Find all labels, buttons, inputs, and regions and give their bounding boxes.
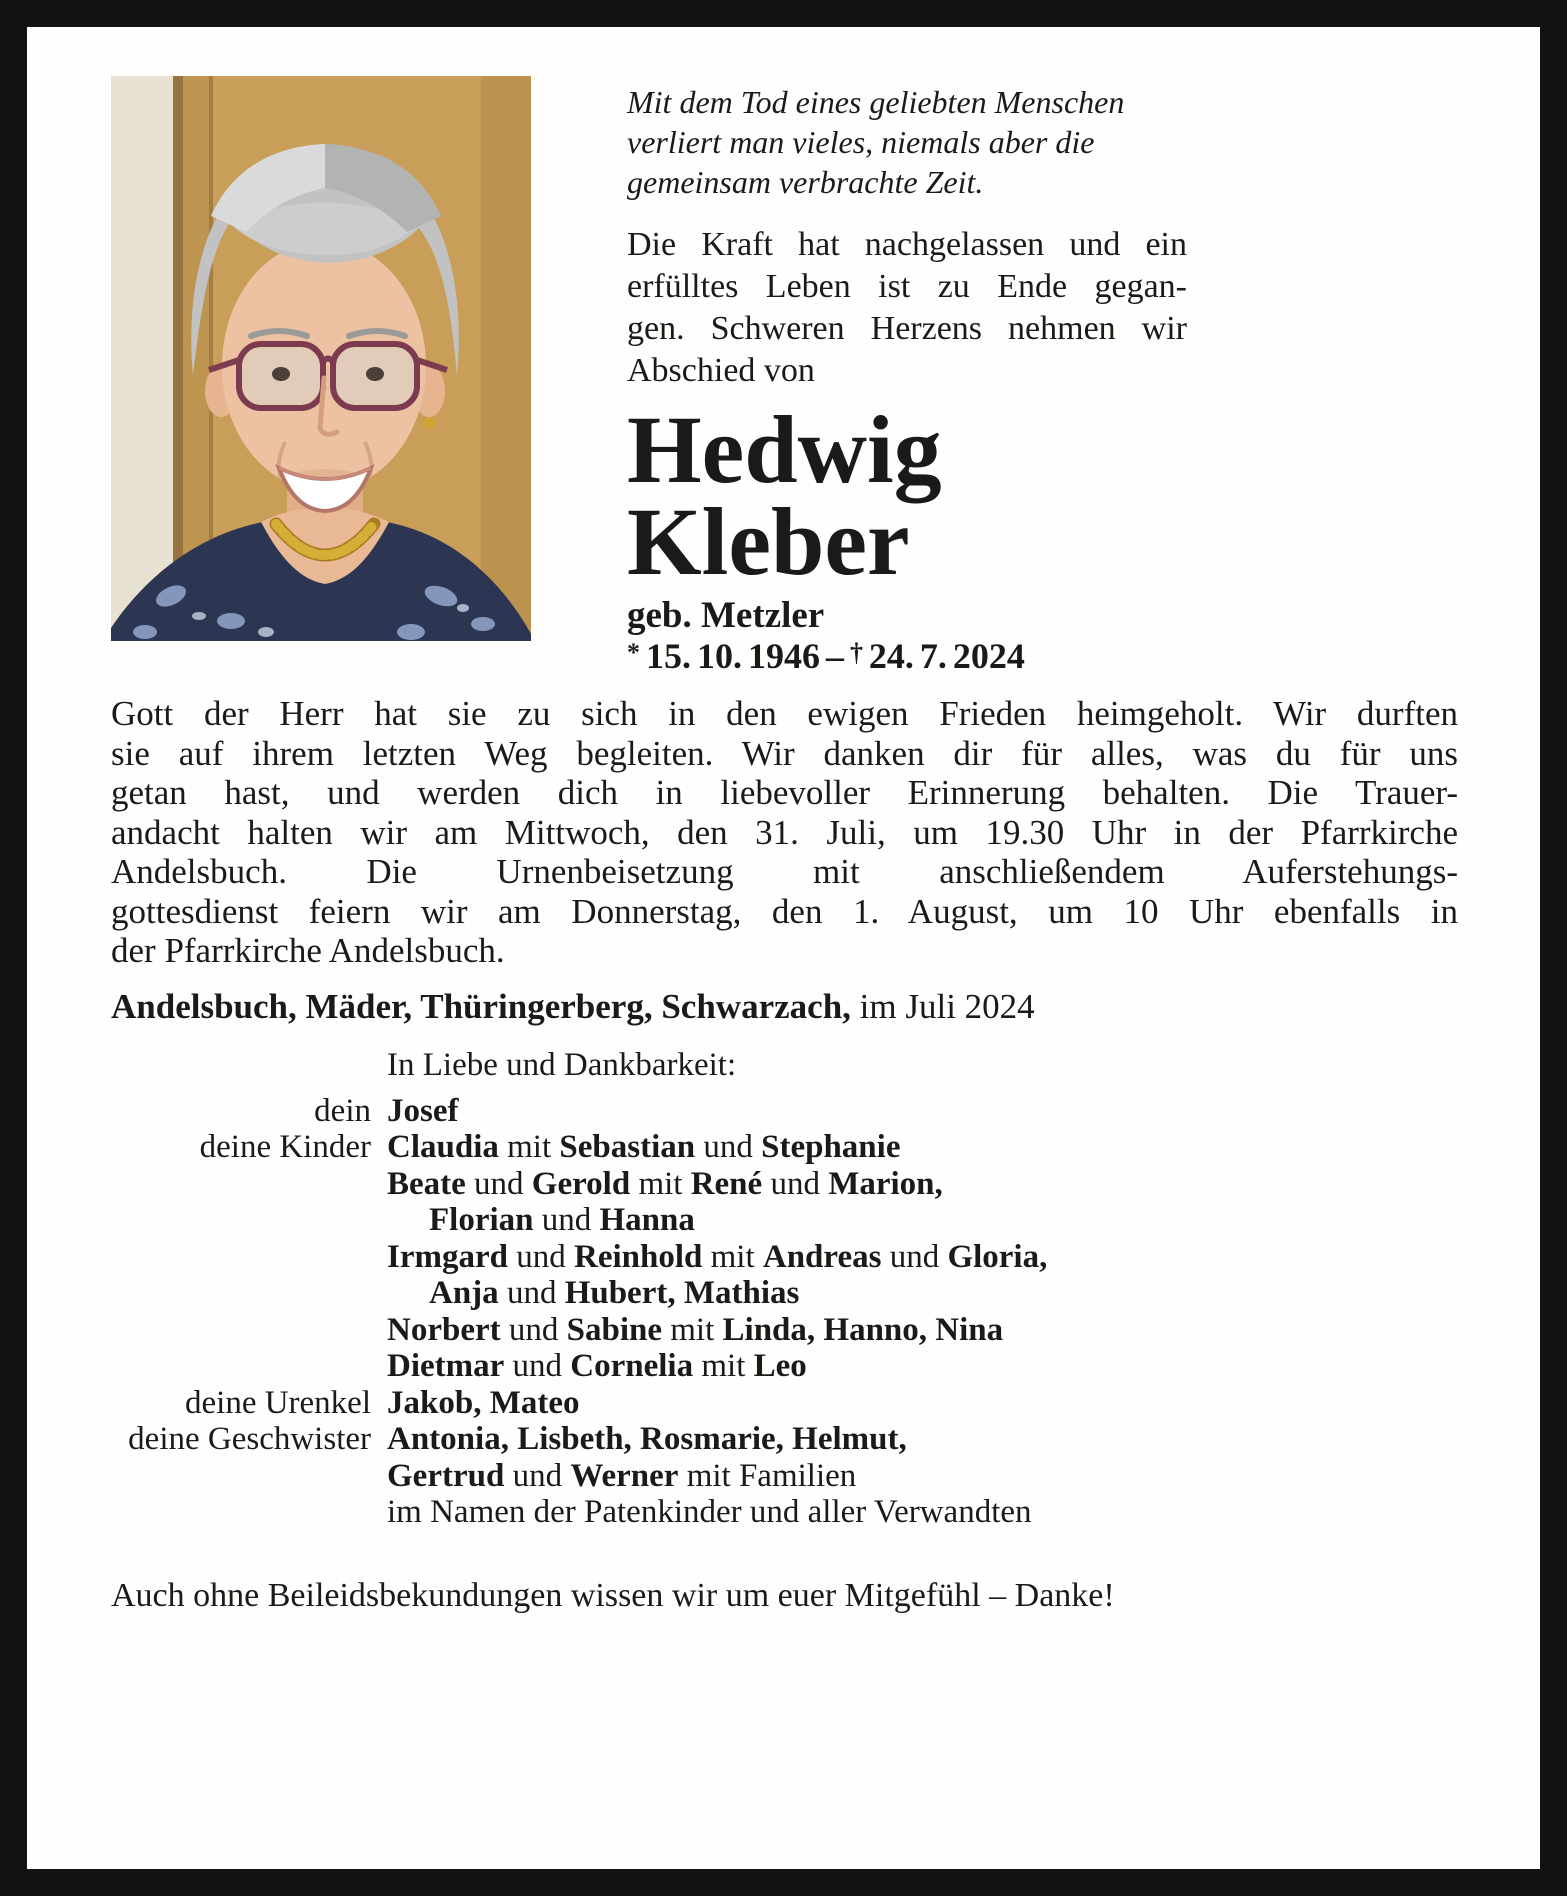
body-line: Andelsbuch. Die Urnenbeisetzung mit anschließendem Auferstehungs- <box>111 852 1458 891</box>
family-row <box>111 1275 1458 1312</box>
body-line: der Pfarrkirche Andelsbuch. <box>111 931 505 970</box>
quote-line: gemeinsam verbrachte Zeit. <box>627 164 984 200</box>
family-row <box>111 1494 1458 1531</box>
memorial-quote <box>627 82 1187 202</box>
intro-line: Die Kraft hat nachgelassen und ein <box>627 226 1187 263</box>
family-relation-label <box>111 1239 371 1276</box>
died-symbol: † <box>849 638 863 667</box>
family-row <box>111 1202 1458 1239</box>
life-dates <box>627 636 1187 680</box>
family-row <box>111 1093 1458 1130</box>
places-names: Andelsbuch, Mäder, Thüringerberg, Schwarzach, <box>111 986 851 1026</box>
family-relation-label <box>111 1166 371 1203</box>
intro-text <box>627 224 1187 392</box>
family-row <box>111 1312 1458 1349</box>
family-relation-label: deine Urenkel <box>185 1384 371 1421</box>
family-row <box>111 1239 1458 1276</box>
family-names: Florian und Hanna <box>429 1202 695 1238</box>
family-relation-label <box>111 1348 371 1385</box>
family-relation-label: deine Kinder <box>199 1129 371 1165</box>
places-line <box>111 985 1458 1029</box>
family-names: im Namen der Patenkinder und aller Verwandten <box>387 1494 1032 1530</box>
places-date: im Juli 2024 <box>859 986 1035 1026</box>
family-list <box>111 1093 1458 1531</box>
death-date: 24. 7. 2024 <box>868 636 1025 676</box>
family-row <box>111 1129 1458 1166</box>
body-line: andacht halten wir am Mittwoch, den 31. Juli, um 19.30 Uhr in der Pfarrkirche <box>111 812 1458 852</box>
family-relation-label: deine Geschwister <box>128 1421 371 1457</box>
family-names: Anja und Hubert, Mathias <box>429 1275 800 1311</box>
family-names: Josef <box>387 1092 459 1129</box>
family-names: Beate und Gerold mit René und Marion, <box>387 1165 943 1202</box>
family-relation-label <box>111 1312 371 1349</box>
family-relation-label <box>111 1202 371 1239</box>
right-column <box>627 76 1187 680</box>
family-row <box>111 1348 1458 1385</box>
born-symbol: * <box>627 638 640 667</box>
family-names: Antonia, Lisbeth, Rosmarie, Helmut, <box>387 1421 907 1457</box>
intro-line: gen. Schweren Herzens nehmen wir <box>627 310 1187 347</box>
family-relation-label <box>111 1494 371 1531</box>
deceased-last-name: Kleber <box>627 488 910 595</box>
family-names: Irmgard und Reinhold mit Andreas und Gloria, <box>387 1238 1048 1275</box>
gratitude-heading: In Liebe und Dankbarkeit: <box>387 1046 737 1083</box>
family-names: Dietmar und Cornelia mit Leo <box>387 1348 807 1384</box>
body-line: Gott der Herr hat sie zu sich in den ewigen Frieden heimgeholt. Wir durften <box>111 694 1458 733</box>
family-row <box>111 1166 1458 1203</box>
family-names: Norbert und Sabine mit Linda, Hanno, Nina <box>387 1311 1004 1348</box>
family-relation-label <box>111 1458 371 1495</box>
dates-separator: – <box>825 636 844 676</box>
body-line: gottesdienst feiern wir am Donnerstag, den 1. August, um 10 Uhr ebenfalls in <box>111 891 1458 931</box>
quote-line: Mit dem Tod eines geliebten Menschen <box>627 84 1125 120</box>
top-row <box>111 76 1458 680</box>
earring <box>423 417 435 429</box>
family-names: Gertrud und Werner mit Familien <box>387 1457 857 1494</box>
birth-name: geb. Metzler <box>627 595 825 636</box>
birth-date: 15. 10. 1946 <box>645 636 820 676</box>
body-line: getan hast, und werden dich in liebevoller Erinnerung behalten. Die Trauer- <box>111 773 1458 812</box>
family-row <box>111 1421 1458 1458</box>
family-names: Jakob, Mateo <box>387 1384 580 1421</box>
family-relation-label <box>111 1275 371 1312</box>
family-relation-label: dein <box>314 1092 371 1129</box>
family-row <box>111 1458 1458 1495</box>
deceased-name <box>627 396 1187 595</box>
obituary-sheet <box>27 27 1540 1869</box>
intro-line: erfülltes Leben ist zu Ende gegan- <box>627 268 1187 305</box>
family-names: Claudia mit Sebastian und Stephanie <box>387 1129 901 1165</box>
portrait-photo <box>111 76 531 641</box>
closing-line: Auch ohne Beileidsbekundungen wissen wir um euer Mitgefühl – Danke! <box>111 1576 1115 1614</box>
quote-line: verliert man vieles, niemals aber die <box>627 124 1095 160</box>
announcement-text <box>111 694 1458 971</box>
body-line: sie auf ihrem letzten Weg begleiten. Wir danken dir für alles, was du für uns <box>111 733 1458 773</box>
intro-line: Abschied von <box>627 352 815 389</box>
deceased-first-name: Hedwig <box>627 396 942 503</box>
family-row <box>111 1385 1458 1422</box>
